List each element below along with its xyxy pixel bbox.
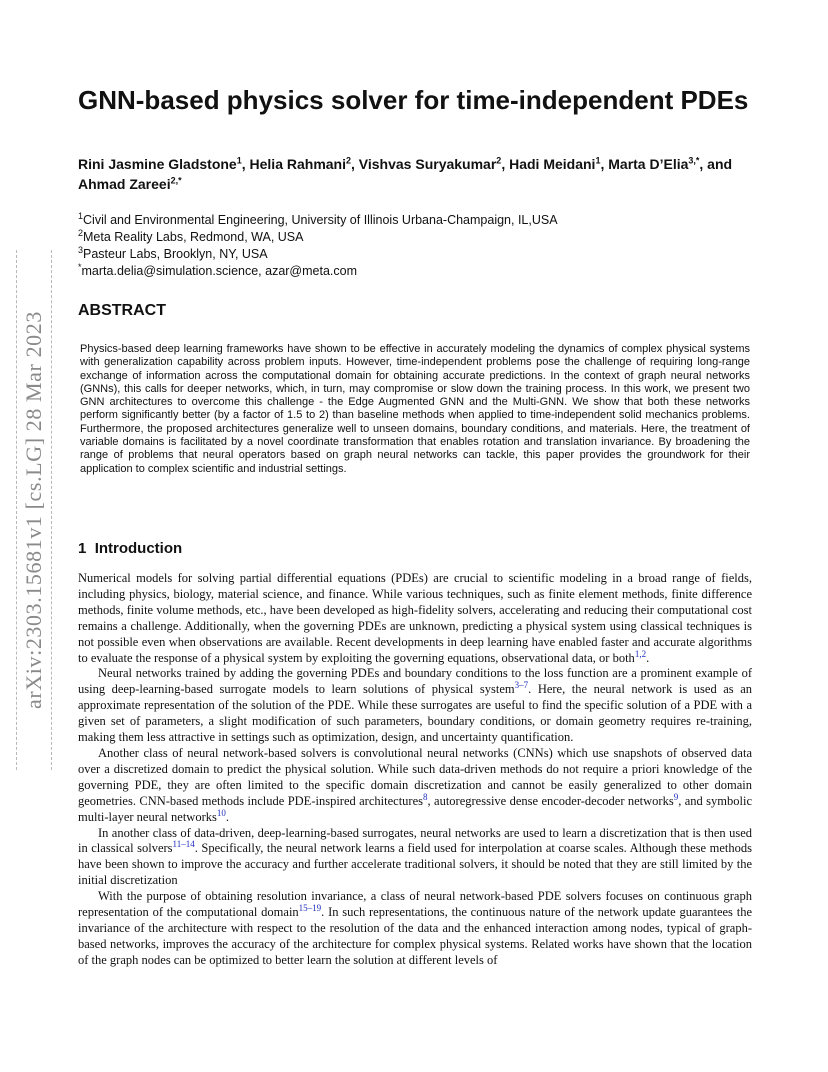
affiliation-mark: 1 [78,210,84,221]
affiliation-text: marta.delia@simulation.science, azar@meta.com [81,264,357,278]
paragraph [78,666,752,746]
author-affiliation-mark: 1 [236,155,242,166]
author-list [78,154,768,194]
affiliation-line [78,229,768,246]
abstract-heading: ABSTRACT [78,302,166,319]
affiliation-mark: 2 [78,227,84,238]
citation-link[interactable]: 10 [216,807,226,818]
author-affiliation-mark: 1 [595,155,601,166]
paragraph-text: . [646,650,650,665]
affiliation-line [78,212,768,229]
paragraph-text: . Here, the neural network is used as an approximate representation of the solution of the PDE. While these surrogates are useful to find the specific solution of a PDE with a given set of parameters, a slight modification of such parameters, boundary conditions, or domain geometry requires re-training, making them less attractive in settings such as optimization, design, and uncertainty quantification. [78,682,752,745]
paragraph-text: . In such representations, the continuous nature of the network update guarantees the invariance of the architecture with respect to the resolution of the data and the enhanced interaction among nodes, typical of graph-based networks, improves the accuracy of the architecture for complex physical systems. Related works have shown that the location of the graph nodes can be optimized to better learn the solution at different levels of [78,905,752,967]
affiliation-text: Pasteur Labs, Brooklyn, NY, USA [83,247,268,261]
paragraph-text: Numerical models for solving partial differential equations (PDEs) are crucial to scientific modeling in a broad range of fields, including physics, biology, material science, and finance. While various techniques, such as finite element methods, finite difference methods, finite volume methods, etc., have been developed as high-fidelity solvers, accelerating and reducing their computational cost remains a challenge. Additionally, when the governing PDEs are unknown, predicting a physical system using classical techniques is not possible even when observations are available. Recent developments in deep learning have enabled faster and accurate algorithms to evaluate the response of a physical system by exploiting the governing equations, observational data, or both [78,571,752,665]
affiliations [78,212,768,280]
arxiv-stamp [16,250,56,770]
paragraph-text: . [225,809,229,824]
paragraph-text: With the purpose of obtaining resolution invariance, a class of neural network-based PDE solvers focuses on continuous graph representation of the computational domain [78,889,752,920]
paragraph-text: , autoregressive dense encoder-decoder networks [427,793,674,808]
author-name: Vishvas Suryakumar [358,156,497,172]
author-separator: , [241,156,250,172]
author-name: Ahmad Zareei [78,176,171,192]
section-heading-introduction [78,540,182,557]
affiliation-text: Civil and Environmental Engineering, University of Illinois Urbana-Champaign, IL,USA [83,213,558,227]
affiliation-text: Meta Reality Labs, Redmond, WA, USA [83,230,304,244]
introduction-body [78,571,752,969]
paragraph [78,746,752,826]
affiliation-mark: 3 [78,244,84,255]
section-title: Introduction [94,540,183,557]
author-separator: , and [699,156,733,172]
section-number: 1 [78,540,87,557]
paragraph [78,826,752,890]
author-affiliation-mark: 2,* [170,175,182,186]
author-name: Marta D’Elia [608,156,689,172]
citation-link[interactable]: 15–19 [298,902,322,913]
paper-title: GNN-based physics solver for time-independent PDEs [78,85,749,115]
affiliation-mark: * [78,261,82,272]
citation-link[interactable]: 11–14 [172,839,195,850]
citation-link[interactable]: 3–7 [514,680,529,691]
author-separator: , [600,156,609,172]
author-affiliation-mark: 3,* [688,155,700,166]
citation-link[interactable]: 8 [423,791,428,802]
paragraph-text: Neural networks trained by adding the governing PDEs and boundary conditions to the loss function are a prominent example of using deep-learning-based surrogate models to learn solutions of physical system [78,666,752,697]
author-name: Helia Rahmani [249,156,346,172]
arxiv-identifier: arXiv:2303.15681v1 [cs.LG] 28 Mar 2023 [21,311,46,709]
author-separator: , [501,156,510,172]
paragraph-text: In another class of data-driven, deep-learning-based surrogates, neural networks are used to learn a discretization that is then used in classical solvers [78,825,752,856]
paragraph-text: , and symbolic multi-layer neural networks [78,793,752,824]
paragraph-text: Another class of neural network-based solvers is convolutional neural networks (CNNs) which use snapshots of observed data over a discretized domain to predict the physical solution. While such data-driven methods do not require a priori knowledge of the governing PDE, they are often limited to the specific domain discretization and cannot be easily generalized to other domain geometries. CNN-based methods include PDE-inspired architectures [78,745,752,808]
paragraph-text: . Specifically, the neural network learns a field used for interpolation at coarse scales. Although these methods have been shown to improve the accuracy and further accelerate traditional solvers, it should be noted that they are still limited by the initial discretization [78,841,752,888]
paragraph [78,889,752,969]
citation-link[interactable]: 9 [673,791,679,802]
author-affiliation-mark: 2 [496,155,502,166]
citation-link[interactable]: 1,2 [634,648,647,659]
affiliation-line [78,263,768,280]
abstract-text: Physics-based deep learning frameworks have shown to be effective in accurately modeling the dynamics of complex physical systems with generalization capability across problem inputs. However, time-independent problems pose the challenge of requiring long-range exchange of information across the computational domain for obtaining accurate predictions. In the context of graph neural networks (GNNs), this calls for deeper networks, which, in turn, may compromise or slow down the training process. In this work, we present two GNN architectures to overcome this challenge - the Edge Augmented GNN and the Multi-GNN. We show that both these networks perform significantly better (by a factor of 1.5 to 2) than baseline methods when applied to time-independent solid mechanics problems. Furthermore, the proposed architectures generalize well to unseen domains, boundary conditions, and materials. Here, the treatment of variable domains is facilitated by a novel coordinate transformation that enables rotation and translation invariance. By broadening the range of problems that neural operators based on graph neural networks can tackle, this paper provides the groundwork for their application to complex scientific and industrial settings. [80,343,750,475]
paragraph [78,571,752,666]
author-affiliation-mark: 2 [346,155,352,166]
author-name: Rini Jasmine Gladstone [78,156,237,172]
affiliation-line [78,246,768,263]
author-separator: , [351,156,359,172]
author-name: Hadi Meidani [509,156,596,172]
